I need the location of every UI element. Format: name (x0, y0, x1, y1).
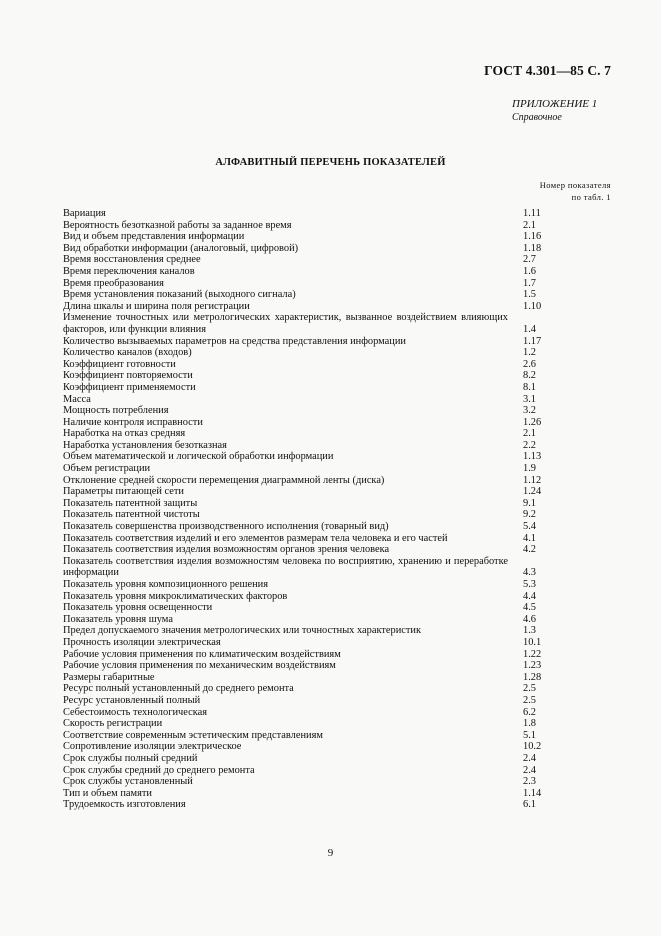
indicator-name: Отклонение средней скорости перемещения диаграммной ленты (диска) (63, 474, 385, 486)
indicator-name: Наличие контроля исправности (63, 416, 203, 428)
list-item (63, 451, 623, 463)
indicator-number: 6.1 (523, 799, 536, 811)
column-header-line1: Номер показателя (539, 180, 611, 190)
indicator-number: 5.4 (523, 521, 536, 533)
indicator-name: Себестоимость технологическая (63, 706, 208, 718)
indicator-number: 9.1 (523, 497, 536, 509)
indicator-name: Показатель уровня шума (63, 613, 173, 625)
indicator-name: Количество каналов (входов) (63, 347, 192, 359)
indicator-name: Ресурс полный установленный до среднего ремонта (63, 683, 294, 695)
indicator-name: Время переключения каналов (63, 265, 195, 277)
page-number: 9 (327, 847, 334, 859)
indicator-name: Рабочие условия применения по механическим воздействиям (63, 660, 336, 672)
indicator-number: 1.13 (523, 451, 542, 463)
indicator-name: Объем регистрации (63, 463, 151, 475)
indicator-number: 9.2 (523, 509, 536, 521)
indicator-number: 1.12 (523, 474, 542, 486)
indicator-number: 3.1 (523, 393, 536, 405)
indicator-number: 4.2 (523, 544, 536, 556)
list-item (63, 312, 623, 335)
list-item (63, 799, 623, 811)
list-item (63, 382, 623, 394)
indicator-number: 1.24 (523, 486, 542, 498)
indicator-number: 4.4 (523, 590, 536, 602)
list-item (63, 347, 623, 359)
indicator-number: 1.8 (523, 718, 536, 730)
indicator-name: Вид обработки информации (аналоговый, цифровой) (63, 242, 299, 254)
indicator-number: 1.16 (523, 231, 542, 243)
indicator-name: Сопротивление изоляции электрическое (63, 741, 242, 753)
indicator-number: 2.4 (523, 752, 536, 764)
indicator-name: Трудоемкость изготовления (63, 799, 186, 811)
list-item (63, 463, 623, 475)
list-item (63, 637, 623, 649)
list-item (63, 625, 623, 637)
indicator-name: Коэффициент готовности (63, 358, 176, 370)
indicator-number: 2.1 (523, 428, 536, 440)
list-item (63, 602, 623, 614)
indicator-name: Параметры питающей сети (63, 486, 184, 498)
indicator-name: Размеры габаритные (63, 671, 155, 683)
list-item (63, 660, 623, 672)
indicator-number: 8.1 (523, 381, 536, 393)
list-item (63, 475, 623, 487)
indicator-number: 1.17 (523, 335, 542, 347)
indicator-number: 2.7 (523, 254, 536, 266)
indicator-name: Показатель соответствия изделия возможностям человека по восприятию, хранению и переработке информации (63, 555, 508, 579)
list-item (63, 498, 623, 510)
indicator-number: 8.2 (523, 370, 536, 382)
list-item (63, 707, 623, 719)
indicator-number: 3.2 (523, 405, 536, 417)
indicator-name: Соответствие современным эстетическим представлениям (63, 729, 323, 741)
indicator-number: 1.26 (523, 416, 542, 428)
index-list (63, 208, 623, 811)
indicator-name: Изменение точностных или метрологических характеристик, вызванное воздействием влияющих факторов, или функции влияния (63, 312, 508, 335)
indicator-number: 1.28 (523, 671, 542, 683)
indicator-name: Показатель уровня освещенности (63, 602, 213, 614)
indicator-name: Показатель уровня микроклиматических факторов (63, 590, 288, 602)
list-item (63, 405, 623, 417)
indicator-number: 1.14 (523, 787, 542, 799)
list-item (63, 753, 623, 765)
indicator-number: 1.5 (523, 289, 536, 301)
list-item (63, 533, 623, 545)
appendix-type: Справочное (512, 112, 562, 123)
indicator-name: Ресурс установленный полный (63, 694, 201, 706)
indicator-number: 1.10 (523, 300, 542, 312)
indicator-name: Показатель уровня композиционного решения (63, 579, 269, 590)
indicator-number: 1.7 (523, 277, 536, 289)
indicator-name: Длина шкалы и ширина поля регистрации (63, 300, 250, 312)
list-item (63, 672, 623, 684)
indicator-name: Коэффициент применяемости (63, 381, 196, 393)
list-item (63, 394, 623, 406)
list-item (63, 556, 623, 579)
indicator-name: Срок службы средний до среднего ремонта (63, 764, 255, 776)
indicator-number: 6.2 (523, 706, 536, 718)
list-item (63, 266, 623, 278)
indicator-number: 1.23 (523, 660, 542, 672)
list-item (63, 741, 623, 753)
list-item (63, 417, 623, 429)
indicator-number: 2.2 (523, 439, 536, 451)
indicator-number: 2.5 (523, 683, 536, 695)
list-item (63, 278, 623, 290)
indicator-name: Вероятность безотказной работы за заданное время (63, 219, 292, 231)
indicator-number: 1.9 (523, 463, 536, 475)
column-header (516, 180, 611, 203)
indicator-name: Рабочие условия применения по климатическим воздействиям (63, 648, 341, 660)
indicator-name: Показатель патентной чистоты (63, 509, 200, 521)
list-item (63, 289, 623, 301)
list-item (63, 220, 623, 232)
indicator-name: Мощность потребления (63, 405, 169, 417)
column-header-line2: по табл. 1 (571, 191, 611, 202)
indicator-number: 1.2 (523, 347, 536, 359)
indicator-name: Тип и объем памяти (63, 787, 152, 799)
list-item (63, 243, 623, 255)
list-item (63, 695, 623, 707)
list-item (63, 591, 623, 603)
indicator-name: Показатель патентной защиты (63, 497, 198, 509)
indicator-name: Вид и объем представления информации (63, 231, 245, 243)
indicator-number: 4.1 (523, 532, 536, 544)
indicator-name: Срок службы установленный (63, 776, 193, 788)
indicator-number: 4.6 (523, 613, 536, 625)
indicator-name: Наработка установления безотказная (63, 439, 227, 451)
indicator-number: 10.1 (523, 636, 542, 648)
indicator-number: 5.3 (523, 579, 536, 590)
indicator-name: Прочность изоляции электрическая (63, 636, 221, 648)
list-item (63, 208, 623, 220)
indicator-number: 2.4 (523, 764, 536, 776)
appendix-title: ПРИЛОЖЕНИЕ 1 (512, 98, 598, 110)
indicator-number: 2.6 (523, 358, 536, 370)
list-item (63, 683, 623, 695)
indicator-name: Наработка на отказ средняя (63, 428, 186, 440)
indicator-number: 2.1 (523, 219, 536, 231)
indicator-number: 1.4 (523, 323, 536, 335)
list-item (63, 428, 623, 440)
indicator-name: Коэффициент повторяемости (63, 370, 193, 382)
indicator-name: Предел допускаемого значения метрологических или точностных характеристик (63, 625, 422, 637)
indicator-name: Скорость регистрации (63, 718, 163, 730)
indicator-number: 1.18 (523, 242, 542, 254)
list-item (63, 301, 623, 313)
indicator-number: 1.6 (523, 265, 536, 277)
indicator-number: 4.3 (523, 567, 536, 579)
list-item (63, 614, 623, 626)
indicator-number: 1.3 (523, 625, 536, 637)
list-item (63, 649, 623, 661)
list-item (63, 788, 623, 800)
indicator-name: Показатель соответствия изделий и его элементов размерам тела человека и его частей (63, 532, 448, 544)
indicator-number: 1.11 (523, 208, 541, 219)
indicator-number: 4.5 (523, 602, 536, 614)
indicator-name: Объем математической и логической обработки информации (63, 451, 334, 463)
page-title: АЛФАВИТНЫЙ ПЕРЕЧЕНЬ ПОКАЗАТЕЛЕЙ (215, 157, 446, 168)
indicator-name: Показатель совершенства производственного исполнения (товарный вид) (63, 521, 389, 533)
indicator-name: Вариация (63, 208, 106, 219)
indicator-number: 2.3 (523, 776, 536, 788)
list-item (63, 776, 623, 788)
indicator-number: 1.22 (523, 648, 542, 660)
list-item (63, 579, 623, 591)
document-reference: ГОСТ 4.301—85 С. 7 (484, 63, 611, 78)
indicator-number: 5.1 (523, 729, 536, 741)
list-item (63, 359, 623, 371)
list-item (63, 370, 623, 382)
list-item (63, 254, 623, 266)
indicator-name: Количество вызываемых параметров на средства представления информации (63, 335, 406, 347)
list-item (63, 718, 623, 730)
list-item (63, 440, 623, 452)
indicator-number: 2.5 (523, 694, 536, 706)
indicator-name: Масса (63, 393, 91, 405)
indicator-name: Время восстановления среднее (63, 254, 201, 266)
indicator-number: 10.2 (523, 741, 542, 753)
indicator-name: Срок службы полный средний (63, 752, 198, 764)
list-item (63, 336, 623, 348)
list-item (63, 544, 623, 556)
list-item (63, 486, 623, 498)
indicator-name: Показатель соответствия изделия возможностям органов зрения человека (63, 544, 390, 556)
indicator-name: Время установления показаний (выходного сигнала) (63, 289, 296, 301)
list-item (63, 521, 623, 533)
indicator-name: Время преобразования (63, 277, 164, 289)
list-item (63, 231, 623, 243)
list-item (63, 765, 623, 777)
list-item (63, 509, 623, 521)
appendix-label (512, 98, 597, 124)
list-item (63, 730, 623, 742)
